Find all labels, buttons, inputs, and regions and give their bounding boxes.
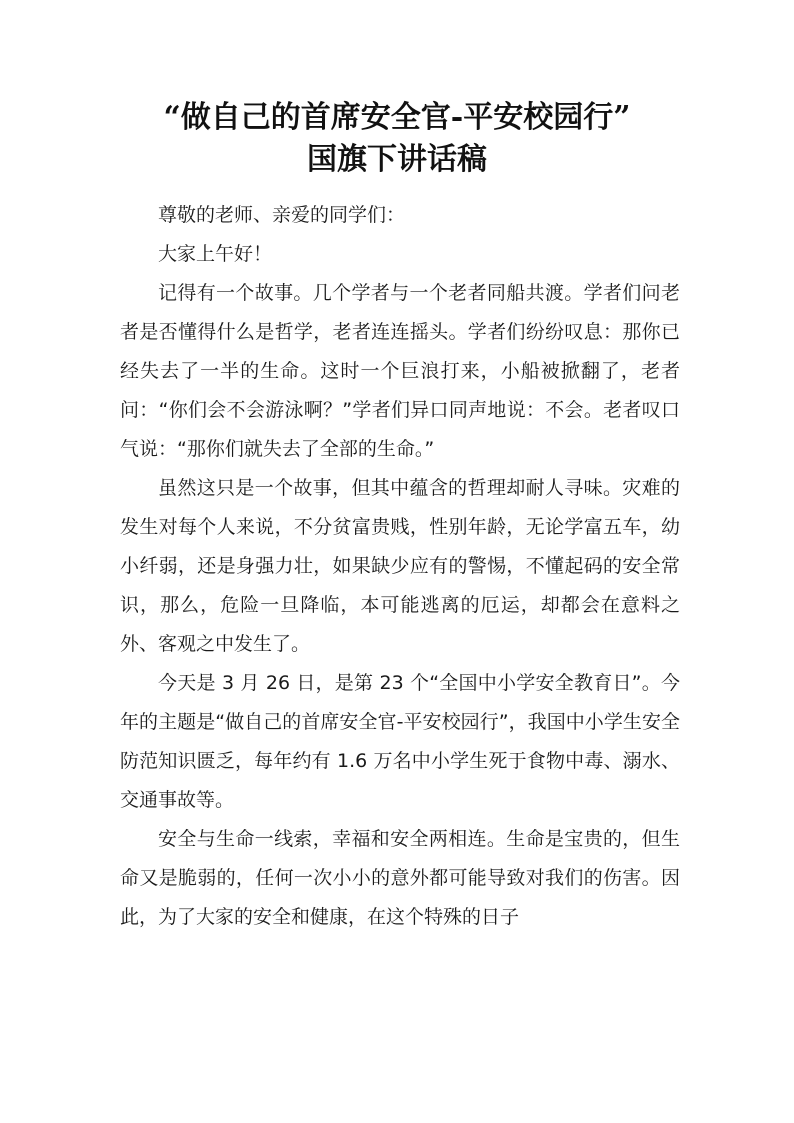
paragraph-reflection: 虽然这只是一个故事，但其中蕴含的哲理却耐人寻味。灾难的发生对每个人来说，不分贫富贵贱，性别年龄，无论学富五车，幼小纤弱，还是身强力壮，如果缺少应有的警惕，不懂起码的安全常识，那么，危险一旦降临，本可能逃离的厄运，却都会在意料之外、客观之中发生了。 [120,477,680,655]
speech-body [120,196,680,937]
document-subtitle: 国旗下讲话稿 [307,142,487,177]
paragraph-safety-day: 今天是 3 月 26 日，是第 23 个“全国中小学安全教育日”。今年的主题是“做自己的首席安全官-平安校园行”，我国中小学生安全防范知识匮乏，每年约有 1.6 万名中小学生死于食物中毒、溺水、交通事故等。 [120,672,680,811]
salutation: 尊敬的老师、亲爱的同学们： [158,204,406,226]
greeting: 大家上午好！ [158,243,273,265]
paragraph-life-safety: 安全与生命一线索，幸福和安全两相连。生命是宝贵的，但生命又是脆弱的，任何一次小小的意外都可能导致对我们的伤害。因此，为了大家的安全和健康，在这个特殊的日子 [120,828,680,928]
paragraph-story: 记得有一个故事。几个学者与一个老者同船共渡。学者们问老者是否懂得什么是哲学，老者连连摇头。学者们纷纷叹息：那你已经失去了一半的生命。这时一个巨浪打来，小船被掀翻了，老者问：“你们会不会游泳啊？”学者们异口同声地说：不会。老者叹口气说：“那你们就失去了全部的生命。” [120,282,680,460]
document-title: “做自己的首席安全官-平安校园行” [163,100,631,135]
